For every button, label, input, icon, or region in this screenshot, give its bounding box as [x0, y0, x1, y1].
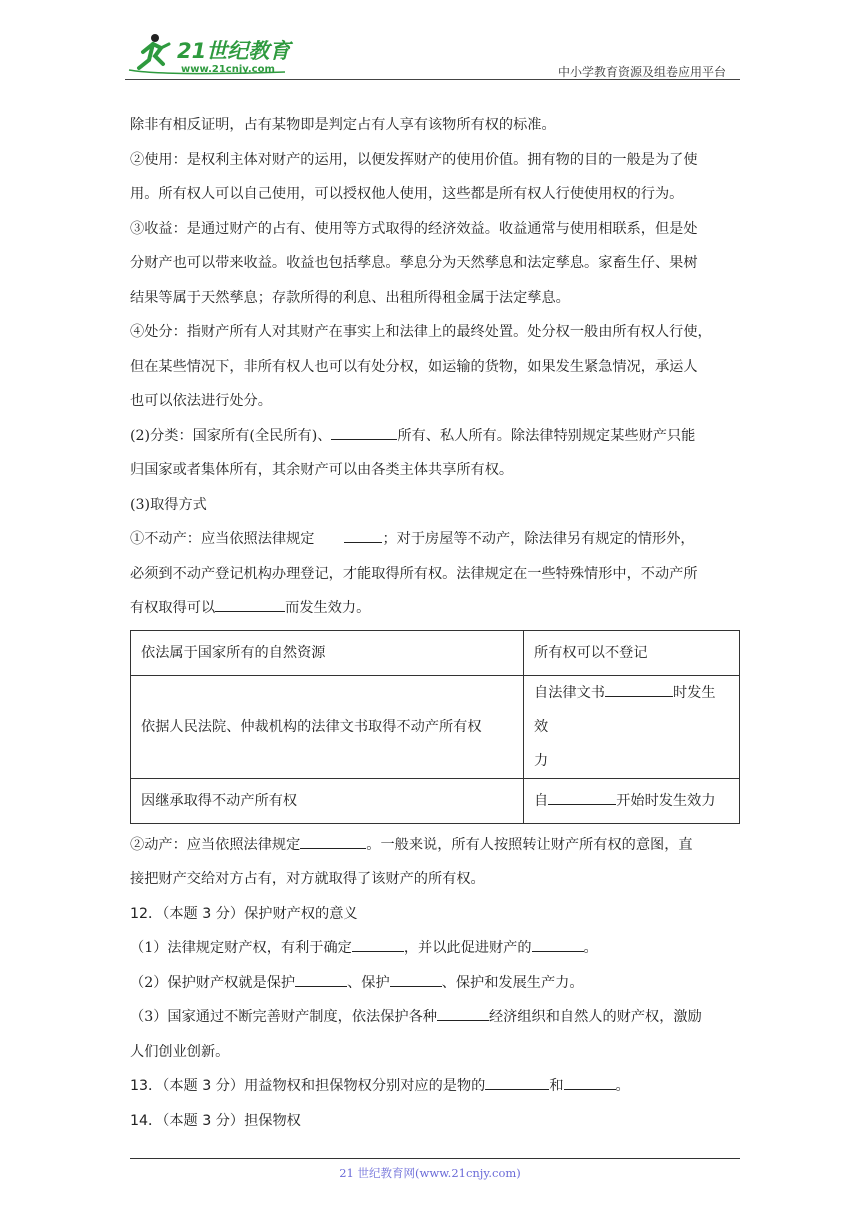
- text-line: [130, 1000, 740, 1035]
- text-line: 归国家或者集体所有，其余财产可以由各类主体共享所有权。: [130, 462, 514, 478]
- text-span: 、保护: [347, 974, 390, 991]
- table-row: [131, 630, 740, 675]
- text-span: 自法律文书: [534, 684, 605, 701]
- header-divider: [125, 79, 740, 80]
- text-span: ①不动产：应当依照法律规定: [130, 531, 315, 547]
- text-line: 结果等属于天然孳息；存款所得的利息、出租所得租金属于法定孳息。: [130, 289, 570, 306]
- table-cell: 依法属于国家所有的自然资源: [131, 630, 524, 675]
- text-line: 分财产也可以带来收益。收益也包括孳息。孳息分为天然孳息和法定孳息。家畜生仔、果树: [130, 255, 698, 271]
- text-line: 人们创业创新。: [130, 1043, 230, 1060]
- document-body: [130, 108, 740, 1138]
- table-cell: [524, 778, 740, 823]
- fill-blank[interactable]: [295, 970, 347, 987]
- table-row: [131, 675, 740, 778]
- fill-blank[interactable]: [215, 595, 285, 612]
- text-span: （1）法律规定财产权，有利于确定: [130, 940, 352, 956]
- text-span: 13．（本题 3 分）用益物权和担保物权分别对应的是物的: [130, 1078, 486, 1094]
- question-14-title: 14．（本题 3 分）担保物权: [130, 1112, 301, 1129]
- text-span: 和: [549, 1078, 564, 1094]
- text-span: 有权取得可以: [130, 600, 216, 616]
- header-platform-text: 中小学教育资源及组卷应用平台: [557, 65, 726, 79]
- text-line: [130, 522, 740, 557]
- fill-blank[interactable]: [390, 970, 442, 987]
- text-span: （3）国家通过不断完善财产制度，依法保护各种: [130, 1009, 437, 1025]
- text-span: ；对于房屋等不动产，除法律另有规定的情形外，: [382, 531, 695, 547]
- question-12-title: 12．（本题 3 分）保护财产权的意义: [130, 905, 358, 922]
- fill-blank[interactable]: [344, 526, 382, 543]
- text-line: [130, 966, 740, 1001]
- text-span: 。: [583, 940, 598, 956]
- text-span: (2)分类：国家所有(全民所有)、: [130, 427, 332, 444]
- fill-blank[interactable]: [485, 1073, 549, 1090]
- table-cell: 因继承取得不动产所有权: [131, 778, 524, 823]
- text-span: 经济组织和自然人的财产权，激励: [488, 1009, 702, 1025]
- table-row: [131, 778, 740, 823]
- text-line: 接把财产交给对方占有，对方就取得了该财产的所有权。: [130, 871, 485, 887]
- text-line: 必须到不动产登记机构办理登记，才能取得所有权。法律规定在一些特殊情形中，不动产所: [130, 565, 698, 582]
- fill-blank[interactable]: [605, 680, 673, 697]
- site-logo: [125, 30, 295, 78]
- table-cell: 所有权可以不登记: [524, 630, 740, 675]
- text-line: [130, 419, 740, 454]
- text-span: ，并以此促进财产的: [403, 940, 532, 956]
- fill-blank[interactable]: [300, 832, 366, 849]
- footer-divider: [130, 1158, 740, 1159]
- text-line: [130, 931, 740, 966]
- page-header: [125, 30, 740, 80]
- text-span: 。一般来说，所有人按照转让财产所有权的意图，直: [366, 836, 693, 853]
- text-span: 开始时发生效力: [616, 792, 716, 809]
- text-span: 自: [534, 792, 549, 809]
- fill-blank[interactable]: [331, 423, 397, 440]
- svg-text:www.21cnjy.com: www.21cnjy.com: [181, 64, 275, 75]
- text-span: 所有、私人所有。除法律特别规定某些财产只能: [397, 427, 696, 444]
- table-cell: [524, 675, 740, 778]
- table-cell: 依据人民法院、仲裁机构的法律文书取得不动产所有权: [131, 675, 524, 778]
- text-span: 。: [615, 1078, 630, 1094]
- text-line: ③收益：是通过财产的占有、使用等方式取得的经济效益。收益通常与使用相联系，但是处: [130, 220, 698, 237]
- fill-blank[interactable]: [532, 935, 584, 952]
- svg-text:21世纪教育: 21世纪教育: [177, 39, 291, 63]
- fill-blank[interactable]: [352, 935, 404, 952]
- fill-blank[interactable]: [548, 788, 616, 805]
- text-line: 用。所有权人可以自己使用，可以授权他人使用，这些都是所有权人行使使用权的行为。: [130, 186, 684, 202]
- fill-blank[interactable]: [564, 1073, 616, 1090]
- text-line: ②使用：是权利主体对财产的运用，以便发挥财产的使用价值。拥有物的目的一般是为了使: [130, 151, 698, 168]
- text-line: 除非有相反证明，占有某物即是判定占有人享有该物所有权的标准。: [130, 117, 556, 133]
- text-line: [130, 828, 740, 863]
- text-line: 也可以依法进行处分。: [130, 393, 272, 409]
- text-line: (3)取得方式: [130, 496, 207, 513]
- text-span: 而发生效力。: [285, 600, 371, 616]
- acquisition-table: [130, 630, 740, 824]
- footer-link[interactable]: 21 世纪教育网(www.21cnjy.com): [339, 1166, 521, 1180]
- text-span: 时发生效: [534, 684, 716, 735]
- text-span: 力: [534, 752, 549, 769]
- text-line: 但在某些情况下，非所有权人也可以有处分权，如运输的货物，如果发生紧急情况，承运人: [130, 358, 698, 375]
- question-13: [130, 1069, 740, 1104]
- text-line: [130, 591, 740, 626]
- text-span: ②动产：应当依照法律规定: [130, 836, 301, 853]
- fill-blank[interactable]: [437, 1004, 489, 1021]
- text-line: ④处分：指财产所有人对其财产在事实上和法律上的最终处置。处分权一般由所有权人行使，: [130, 324, 712, 340]
- text-span: 、保护和发展生产力。: [441, 974, 584, 991]
- text-span: （2）保护财产权就是保护: [130, 974, 296, 991]
